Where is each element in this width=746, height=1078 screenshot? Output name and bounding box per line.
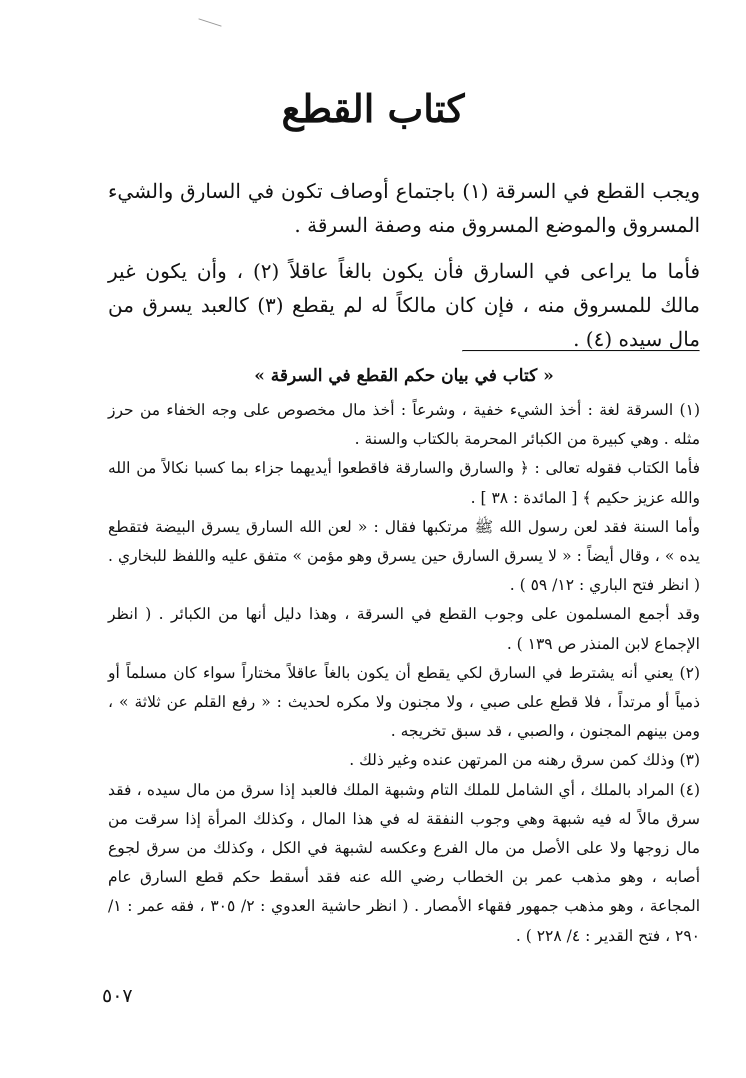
page-number: ٥٠٧ (102, 985, 133, 1007)
footnote: وأما السنة فقد لعن رسول الله ﷺ مرتكبها فقال : « لعن الله السارق يسرق البيضة فتقطع يده » ، وقال أيضاً : « لا يسرق السارق حين يسرق وهو مؤمن » متفق عليه واللفظ للبخاري . ( انظر فتح الباري : ١٢/ ٥٩ ) . (108, 517, 700, 595)
footnote: وقد أجمع المسلمون على وجوب القطع في السرقة ، وهذا دليل أنها من الكبائر . ( انظر الإجماع لابن المنذر ص ١٣٩ ) . (108, 605, 700, 653)
footnote: (١) السرقة لغة : أخذ الشيء خفية ، وشرعاً : أخذ مال مخصوص على وجه الخفاء من حرز مثله . وهي كبيرة من الكبائر المحرمة بالكتاب والسنة . (108, 401, 700, 449)
main-paragraph: ويجب القطع في السرقة (١) باجتماع أوصاف تكون في السارق والشيء المسروق والموضع المسروق منه وصفة السرقة . (108, 179, 700, 237)
footnote: (٤) المراد بالملك ، أي الشامل للملك التام وشبهة الملك فالعبد إذا سرق من مال سيده ، فقد سرق مالاً له فيه شبهة وهي وجوب النفقة له في هذا المال ، وكذلك المرأة إذا سرقت من مال زوجها ولا على الأصل من مال الفرع وعكسه لشبهة في الكل ، وكذلك من سرق لجوع أصابه ، وهو مذهب عمر بن الخطاب رضي الله عنه فقد أسقط حكم قطع السارق عام المجاعة ، وهو مذهب جمهور فقهاء الأمصار . ( انظر حاشية العدوي : ٢/ ٣٠٥ ، فقه عمر : ١/ ٢٩٠ ، فتح القدير : ٤/ ٢٢٨ ) . (108, 780, 700, 945)
main-paragraph: فأما ما يراعى في السارق فأن يكون بالغاً عاقلاً (٢) ، وأن يكون غير مالك للمسروق منه ، فإن كان مالكاً له لم يقطع (٣) كالعبد يسرق من مال سيده (٤) . (108, 259, 701, 351)
footnotes (108, 396, 700, 951)
footnote: فأما الكتاب فقوله تعالى : ﴿ والسارق والسارقة فاقطعوا أيديهما جزاء بما كسبا نكالاً من الله والله عزيز حكيم ﴾ [ المائدة : ٣٨ ] . (108, 459, 700, 507)
main-text (108, 174, 700, 368)
footnote-separator (462, 350, 700, 352)
footnote: (٣) وذلك كمن سرق رهنه من المرتهن عنده وغير ذلك . (349, 751, 700, 770)
chapter-title: كتاب القطع (281, 86, 465, 131)
margin-mark (198, 18, 221, 26)
footnotes-heading: « كتاب في بيان حكم القطع في السرقة » (254, 366, 554, 386)
footnote: (٢) يعني أنه يشترط في السارق لكي يقطع أن يكون بالغاً عاقلاً مختاراً سواء كان مسلماً أو ذمياً أو مرتداً ، فلا قطع على صبي ، ولا مجنون ولا مكره لحديث : « رفع القلم عن ثلاثة » ، ومن بينهم المجنون ، والصبي ، قد سبق تخريجه . (108, 663, 700, 741)
